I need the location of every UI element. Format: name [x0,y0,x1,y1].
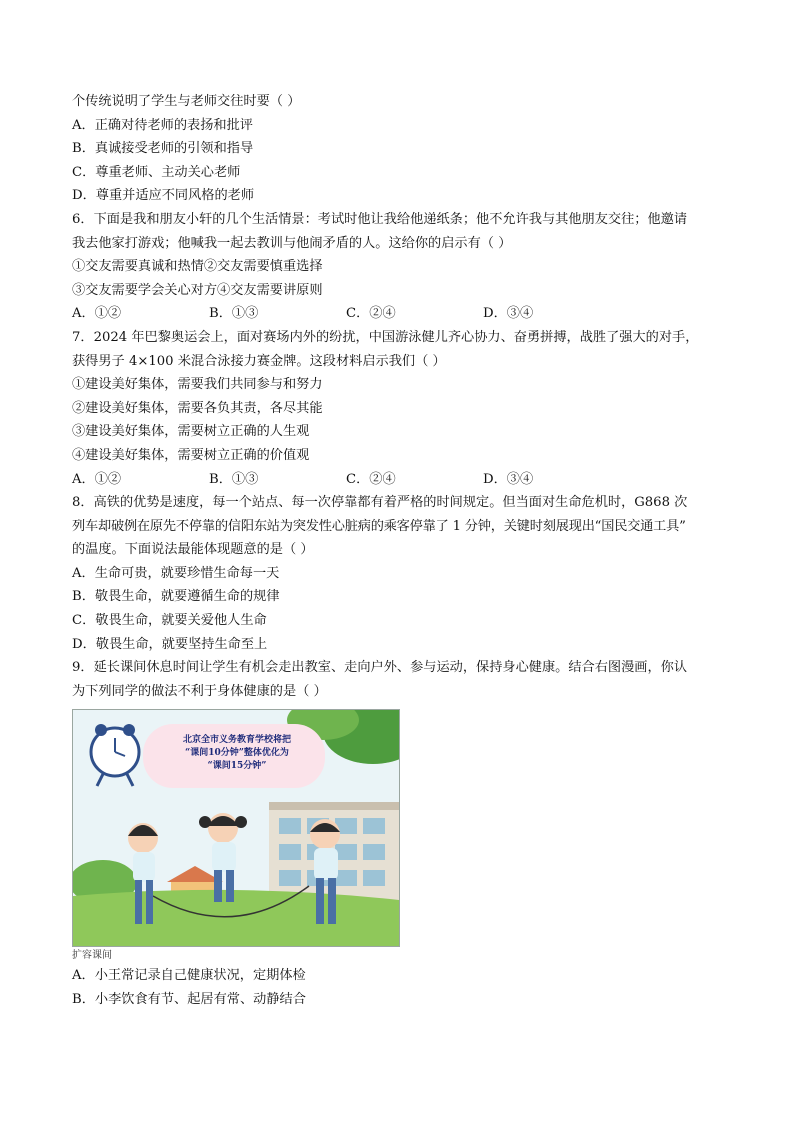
q7-stem-line-1: 7．2024 年巴黎奥运会上，面对赛场内外的纷扰，中国游泳健儿齐心协力、奋勇拼搏，战胜了强大的对手， [72,329,699,345]
q9-option-b: B．小李饮食有节、起居有常、动静结合 [72,992,306,1008]
figure-caption: 扩容课间 [72,950,112,962]
q7-stem-line-2: 获得男子 4×100 米混合泳接力赛金牌。这段材料启示我们（ ） [72,353,446,369]
q7-choice-d: D．③④ [483,471,534,487]
figure-bubble-line-3: “课间15分钟” [207,761,267,772]
cartoon-figure [72,709,400,947]
q6-choice-b: B．①③ [209,306,259,322]
figure-bubble-line-2: “课间10分钟”整体优化为 [185,748,289,759]
q7-statement-1: ①建设美好集体，需要我们共同参与和努力 [72,377,323,393]
q7-statement-3: ③建设美好集体，需要树立正确的人生观 [72,424,310,440]
q8-option-a: A．生命可贵，就要珍惜生命每一天 [72,565,280,581]
exam-page [72,90,732,1012]
q8-option-b: B．敬畏生命，就要遵循生命的规律 [72,589,280,605]
q6-stem-line-2: 我去他家打游戏；他喊我一起去教训与他闹矛盾的人。这给你的启示有（ ） [72,235,512,251]
q6-statement-1: ①交友需要真诚和热情②交友需要慎重选择 [72,259,323,275]
figure-bubble-line-1: 北京全市义务教育学校将把 [182,735,291,746]
q7-choices [72,468,732,492]
q8-option-d: D．敬畏生命，就要坚持生命至上 [72,636,268,652]
q5-option-b: B．真诚接受老师的引领和指导 [72,141,254,157]
q6-choice-c: C．②④ [346,306,396,322]
q6-statement-2: ③交友需要学会关心对方④交友需要讲原则 [72,282,323,298]
q6-choices [72,302,732,326]
q5-stem: 个传统说明了学生与老师交往时要（ ） [72,94,301,109]
q7-statement-4: ④建设美好集体，需要树立正确的价值观 [72,447,310,463]
q7-choice-c: C．②④ [346,471,396,487]
q5-option-a: A．正确对待老师的表扬和批评 [72,117,253,133]
q5-option-c: C．尊重老师、主动关心老师 [72,164,241,180]
q7-choice-a: A．①② [72,471,122,487]
q9-stem-line-2: 为下列同学的做法不利于身体健康的是（ ） [72,683,327,699]
q8-stem-line-3: 的温度。下面说法最能体现题意的是（ ） [72,542,314,558]
q6-choice-d: D．③④ [483,306,534,322]
q9-option-a: A．小王常记录自己健康状况，定期体检 [72,968,306,984]
figure-bubble-text [157,734,317,773]
q9-stem-line-1: 9．延长课间休息时间让学生有机会走出教室、走向户外、参与运动，保持身心健康。结合右图漫画，你认 [72,660,688,676]
q5-option-d: D．尊重并适应不同风格的老师 [72,188,255,204]
q6-choice-a: A．①② [72,306,122,322]
q8-stem-line-2: 列车却破例在原先不停靠的信阳东站为突发性心脏病的乘客停靠了 1 分钟，关键时刻展现出“国民交通工具” [72,518,686,534]
q6-stem-line-1: 6．下面是我和朋友小轩的几个生活情景：考试时他让我给他递纸条；他不允许我与其他朋友交往；他邀请 [72,211,688,227]
q7-choice-b: B．①③ [209,471,259,487]
q7-statement-2: ②建设美好集体，需要各负其责，各尽其能 [72,400,323,416]
q8-stem-line-1: 8．高铁的优势是速度，每一个站点、每一次停靠都有着严格的时间规定。但当面对生命危机时，G868 次 [72,495,688,511]
q8-option-c: C．敬畏生命，就要关爱他人生命 [72,613,267,629]
